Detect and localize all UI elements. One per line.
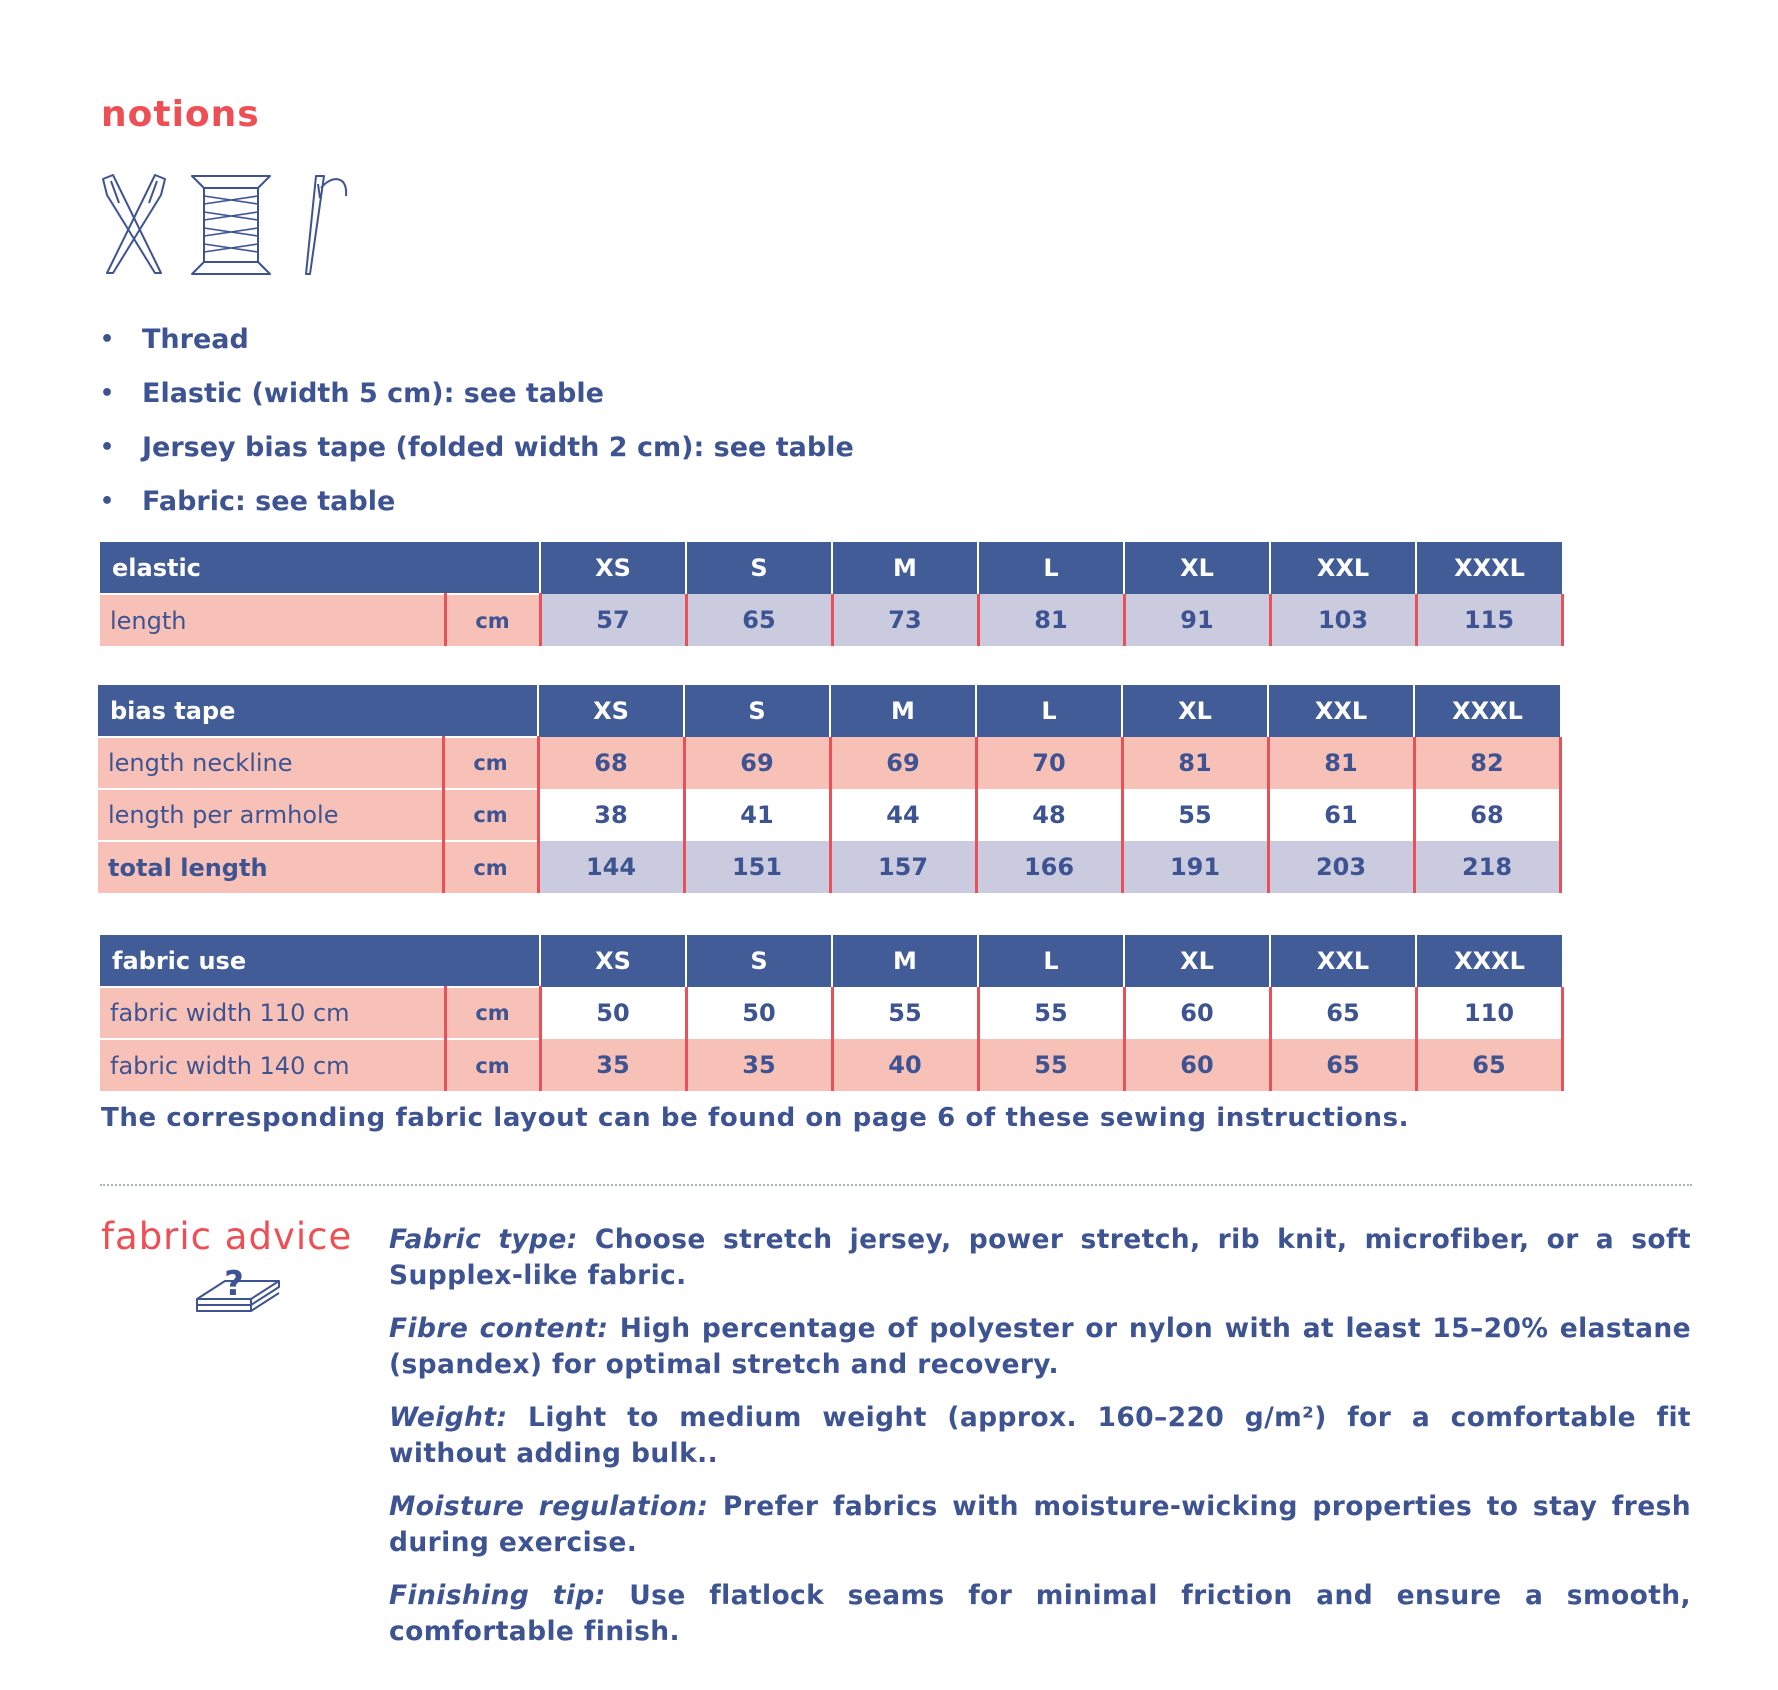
table-cell: 91 (1124, 594, 1270, 646)
table-cell: 41 (684, 789, 830, 841)
size-header: S (686, 935, 832, 987)
size-header: XS (540, 935, 686, 987)
table-cell: 55 (978, 987, 1124, 1039)
size-header: XXL (1268, 685, 1414, 737)
table-cell: 38 (538, 789, 684, 841)
table-cell: 35 (686, 1039, 832, 1091)
table-cell: 73 (832, 594, 978, 646)
table-cell: 151 (684, 841, 830, 893)
svg-text:?: ? (224, 1264, 244, 1304)
fabric-layout-note: The corresponding fabric layout can be found on page 6 of these sewing instructions. (101, 1103, 1410, 1133)
row-unit: cm (445, 1039, 540, 1091)
table-cell: 60 (1124, 1039, 1270, 1091)
advice-item (389, 1400, 1691, 1472)
row-unit: cm (443, 737, 538, 789)
table-cell: 60 (1124, 987, 1270, 1039)
table-cell: 48 (976, 789, 1122, 841)
table-cell: 191 (1122, 841, 1268, 893)
table-header-row (100, 542, 1562, 594)
advice-text: Prefer fabrics with moisture-wicking properties to stay fresh during exercise. (389, 1491, 1692, 1558)
table-cell: 166 (976, 841, 1122, 893)
size-header: XXXL (1416, 542, 1562, 594)
table-row (98, 841, 1560, 893)
size-header: XXL (1270, 542, 1416, 594)
size-header: S (684, 685, 830, 737)
table-cell: 65 (686, 594, 832, 646)
table-row (100, 594, 1562, 646)
table-cell: 61 (1268, 789, 1414, 841)
row-label: fabric width 140 cm (100, 1039, 445, 1091)
advice-label: Finishing tip: (389, 1580, 606, 1611)
size-header: L (978, 542, 1124, 594)
table-header-row (98, 685, 1560, 737)
advice-text: Light to medium weight (approx. 160–220 g/m²) for a comfortable fit without adding bulk.. (389, 1402, 1691, 1469)
elastic-table (100, 542, 1564, 646)
table-cell: 81 (1268, 737, 1414, 789)
table-cell: 218 (1414, 841, 1560, 893)
table-cell: 40 (832, 1039, 978, 1091)
thread-spool-icon (190, 174, 272, 276)
table-cell: 44 (830, 789, 976, 841)
row-label: length (100, 594, 445, 646)
table-cell: 144 (538, 841, 684, 893)
row-label: length neckline (98, 737, 443, 789)
notions-list (100, 312, 854, 528)
notions-item-label: Elastic (width 5 cm): see table (142, 377, 604, 409)
size-header: XL (1122, 685, 1268, 737)
table-title: fabric use (100, 935, 540, 987)
table-cell: 35 (540, 1039, 686, 1091)
notions-item (100, 366, 854, 420)
table-cell: 82 (1414, 737, 1560, 789)
size-header: L (976, 685, 1122, 737)
notions-heading: notions (101, 94, 260, 135)
size-header: M (830, 685, 976, 737)
table-cell: 68 (1414, 789, 1560, 841)
size-header: XS (540, 542, 686, 594)
fabric-advice-heading: fabric advice (101, 1215, 353, 1258)
table-cell: 81 (978, 594, 1124, 646)
table-cell: 81 (1122, 737, 1268, 789)
table-cell: 55 (1122, 789, 1268, 841)
size-header: XXXL (1414, 685, 1560, 737)
size-header: XL (1124, 542, 1270, 594)
row-label: fabric width 110 cm (100, 987, 445, 1039)
notions-item-label: Jersey bias tape (folded width 2 cm): see table (142, 431, 854, 463)
row-unit: cm (443, 841, 538, 893)
advice-label: Moisture regulation: (389, 1491, 709, 1522)
table-cell: 203 (1268, 841, 1414, 893)
section-divider (100, 1184, 1692, 1186)
table-cell: 55 (978, 1039, 1124, 1091)
size-header: XL (1124, 935, 1270, 987)
advice-item (389, 1489, 1691, 1561)
table-cell: 157 (830, 841, 976, 893)
scissors-icon (99, 173, 169, 277)
fabric-question-icon (195, 1259, 281, 1321)
table-cell: 69 (830, 737, 976, 789)
size-header: M (832, 542, 978, 594)
table-cell: 68 (538, 737, 684, 789)
table-title: bias tape (98, 685, 538, 737)
table-cell: 115 (1416, 594, 1562, 646)
bullet: • (100, 434, 115, 460)
table-cell: 65 (1270, 987, 1416, 1039)
size-header: L (978, 935, 1124, 987)
advice-text: Choose stretch jersey, power stretch, rib knit, microfiber, or a soft Supplex-like fabric. (389, 1224, 1692, 1291)
notions-item-label: Thread (142, 323, 249, 355)
table-row (100, 1039, 1562, 1091)
size-header: XS (538, 685, 684, 737)
table-cell: 50 (540, 987, 686, 1039)
bias-tape-table (98, 685, 1562, 893)
size-header: XXXL (1416, 935, 1562, 987)
bullet: • (100, 326, 115, 352)
table-title: elastic (100, 542, 540, 594)
size-header: M (832, 935, 978, 987)
notions-item (100, 312, 854, 366)
advice-text: High percentage of polyester or nylon with at least 15–20% elastane (spandex) for optimal stretch and recovery. (389, 1313, 1691, 1380)
notions-item-label: Fabric: see table (142, 485, 396, 517)
table-cell: 65 (1270, 1039, 1416, 1091)
needle-icon (300, 174, 350, 276)
size-header: S (686, 542, 832, 594)
table-row (98, 789, 1560, 841)
table-cell: 69 (684, 737, 830, 789)
row-label: length per armhole (98, 789, 443, 841)
table-cell: 55 (832, 987, 978, 1039)
advice-item (389, 1578, 1691, 1650)
fabric-advice-list (389, 1222, 1691, 1667)
advice-label: Weight: (389, 1402, 508, 1433)
table-cell: 110 (1416, 987, 1562, 1039)
advice-label: Fibre content: (389, 1313, 609, 1344)
table-cell: 65 (1416, 1039, 1562, 1091)
advice-text: Use flatlock seams for minimal friction and ensure a smooth, comfortable finish. (389, 1580, 1691, 1647)
table-cell: 70 (976, 737, 1122, 789)
size-header: XXL (1270, 935, 1416, 987)
row-unit: cm (445, 987, 540, 1039)
row-unit: cm (443, 789, 538, 841)
row-label: total length (98, 841, 443, 893)
advice-item (389, 1311, 1691, 1383)
notions-item (100, 474, 854, 528)
table-row (100, 987, 1562, 1039)
table-cell: 57 (540, 594, 686, 646)
table-header-row (100, 935, 1562, 987)
advice-label: Fabric type: (389, 1224, 578, 1255)
table-row (98, 737, 1560, 789)
table-cell: 103 (1270, 594, 1416, 646)
advice-item (389, 1222, 1691, 1294)
fabric-use-table (100, 935, 1564, 1091)
row-unit: cm (445, 594, 540, 646)
notions-item (100, 420, 854, 474)
bullet: • (100, 380, 115, 406)
bullet: • (100, 488, 115, 514)
table-cell: 50 (686, 987, 832, 1039)
